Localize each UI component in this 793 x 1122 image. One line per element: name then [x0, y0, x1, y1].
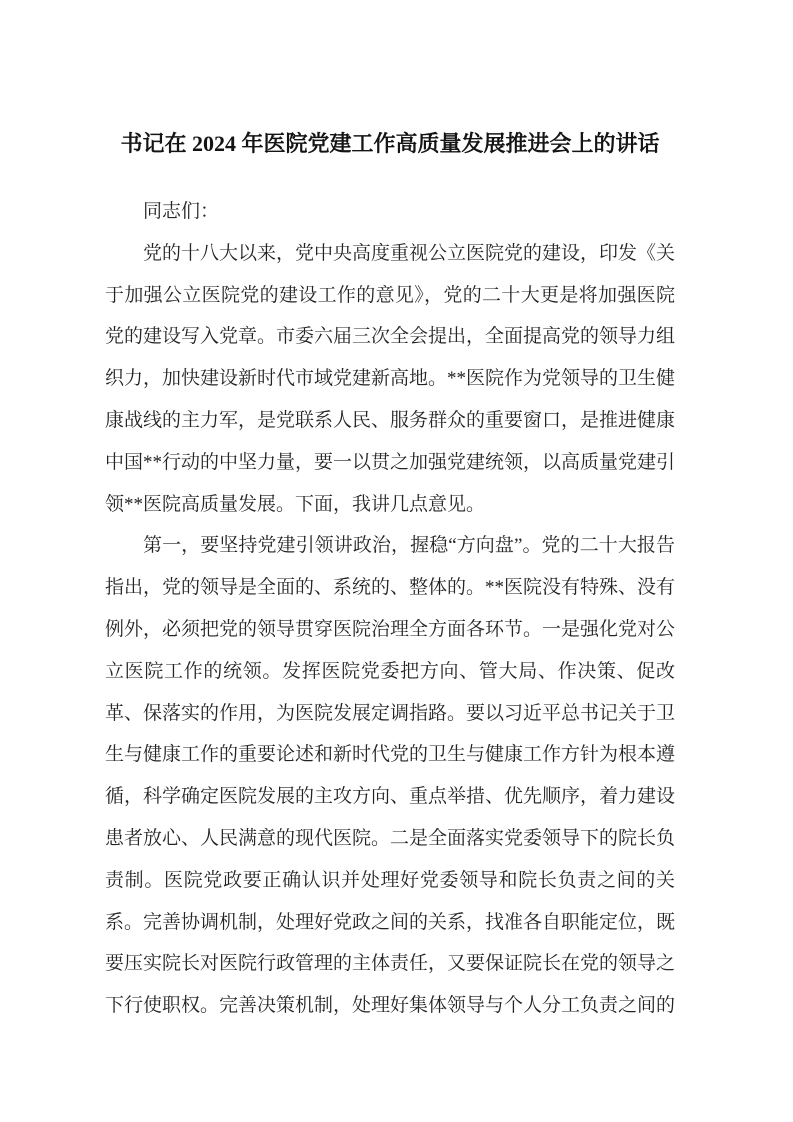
paragraph-intro: 党的十八大以来，党中央高度重视公立医院党的建设，印发《关于加强公立医院党的建设工作的意见》，党的二十大更是将加强医院党的建设写入党章。市委六届三次全会提出，全面提高党的领导力组织力，加快建设新时代市域党建新高地。**医院作为党领导的卫生健康战线的主力军，是党联系人民、服务群众的重要窗口，是推进健康中国**行动的中坚力量，要一以贯之加强党建统领，以高质量党建引领**医院高质量发展。下面，我讲几点意见。	[105, 242, 676, 515]
document-body	[105, 191, 675, 1027]
document-content	[105, 0, 675, 1027]
document-title: 书记在 2024 年医院党建工作高质量发展推进会上的讲话	[120, 131, 660, 156]
paragraph-first-point: 第一，要坚持党建引领讲政治，握稳“方向盘”。党的二十大报告指出，党的领导是全面的、系统的、整体的。**医院没有特殊、没有例外，必须把党的领导贯穿医院治理全方面各环节。一是强化党对公立医院工作的统领。发挥医院党委把方向、管大局、作决策、促改革、保落实的作用，为医院发展定调指路。要以习近平总书记关于卫生与健康工作的重要论述和新时代党的卫生与健康工作方针为根本遵循，科学确定医院发展的主攻方向、重点举措、优先顺序，着力建设患者放心、人民满意的现代医院。二是全面落实党委领导下的院长负责制。医院党政要正确认识并处理好党委领导和院长负责之间的关系。完善协调机制，处理好党政之间的关系，找准各自职能定位，既要压实院长对医院行政管理的主体责任，又要保证院长在党的领导之下行使职权。完善决策机制，处理好集体领导与个人分工负责之间的	[105, 535, 676, 1017]
paragraph-salutation: 同志们：	[143, 201, 220, 222]
